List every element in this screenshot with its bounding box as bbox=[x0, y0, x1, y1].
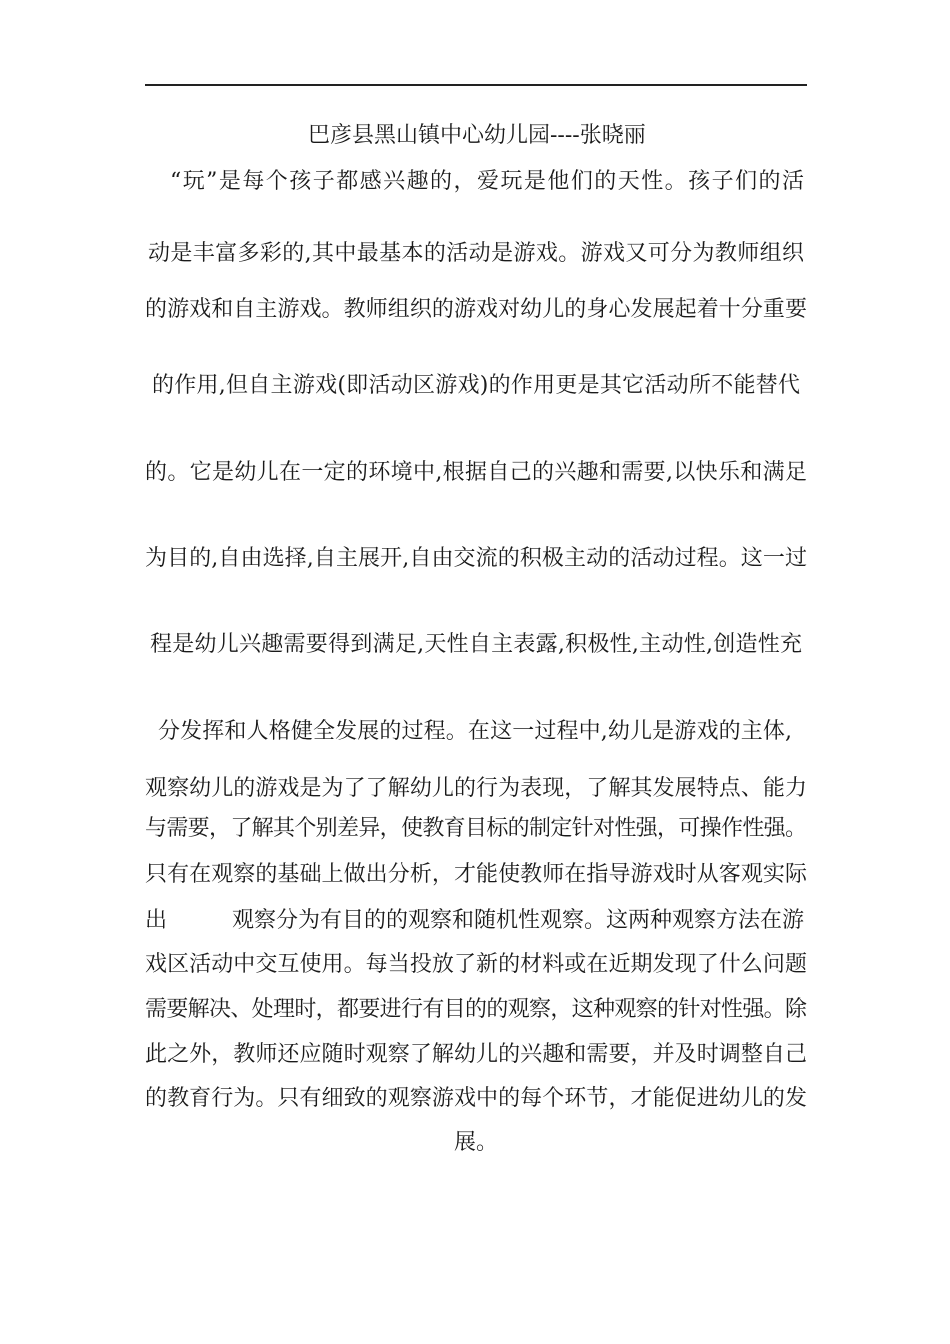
body-line: 为目的,自由选择,自主展开,自由交流的积极主动的活动过程。这一过 bbox=[145, 546, 808, 571]
body-line: 动是丰富多彩的,其中最基本的活动是游戏。游戏又可分为教师组织 bbox=[148, 241, 805, 266]
body-line: 与需要，了解其个别差异，使教育目标的制定针对性强，可操作性强。 bbox=[145, 816, 807, 841]
header-rule bbox=[145, 84, 807, 86]
body-line: 观察幼儿的游戏是为了了解幼儿的行为表现，了解其发展特点、能力 bbox=[145, 776, 808, 801]
body-line: 此之外，教师还应随时观察了解幼儿的兴趣和需要，并及时调整自己 bbox=[145, 1042, 808, 1067]
body-line: 的。它是幼儿在一定的环境中,根据自己的兴趣和需要,以快乐和满足 bbox=[145, 460, 808, 485]
body-line: “玩”是每个孩子都感兴趣的，爱玩是他们的天性。孩子们的活 bbox=[170, 169, 806, 194]
body-line: 展。 bbox=[454, 1130, 499, 1155]
body-line: 的教育行为。只有细致的观察游戏中的每个环节，才能促进幼儿的发 bbox=[145, 1086, 808, 1111]
body-line: 的游戏和自主游戏。教师组织的游戏对幼儿的身心发展起着十分重要 bbox=[145, 297, 808, 322]
body-line: 出 bbox=[145, 908, 168, 933]
body-line: 观察分为有目的的观察和随机性观察。这两种观察方法在游 bbox=[232, 908, 804, 933]
body-line: 只有在观察的基础上做出分析，才能使教师在指导游戏时从客观实际 bbox=[145, 862, 808, 887]
body-line: 戏区活动中交互使用。每当投放了新的材料或在近期发现了什么问题 bbox=[145, 952, 808, 977]
body-line: 程是幼儿兴趣需要得到满足,天性自主表露,积极性,主动性,创造性充 bbox=[150, 632, 803, 657]
body-line: 需要解决、处理时，都要进行有目的的观察，这种观察的针对性强。除 bbox=[145, 997, 807, 1022]
body-line: 分发挥和人格健全发展的过程。在这一过程中,幼儿是游戏的主体, bbox=[158, 719, 793, 744]
author-line: 巴彦县黑山镇中心幼儿园----张晓丽 bbox=[308, 123, 646, 148]
body-line: 的作用,但自主游戏(即活动区游戏)的作用更是其它活动所不能替代 bbox=[152, 373, 801, 398]
